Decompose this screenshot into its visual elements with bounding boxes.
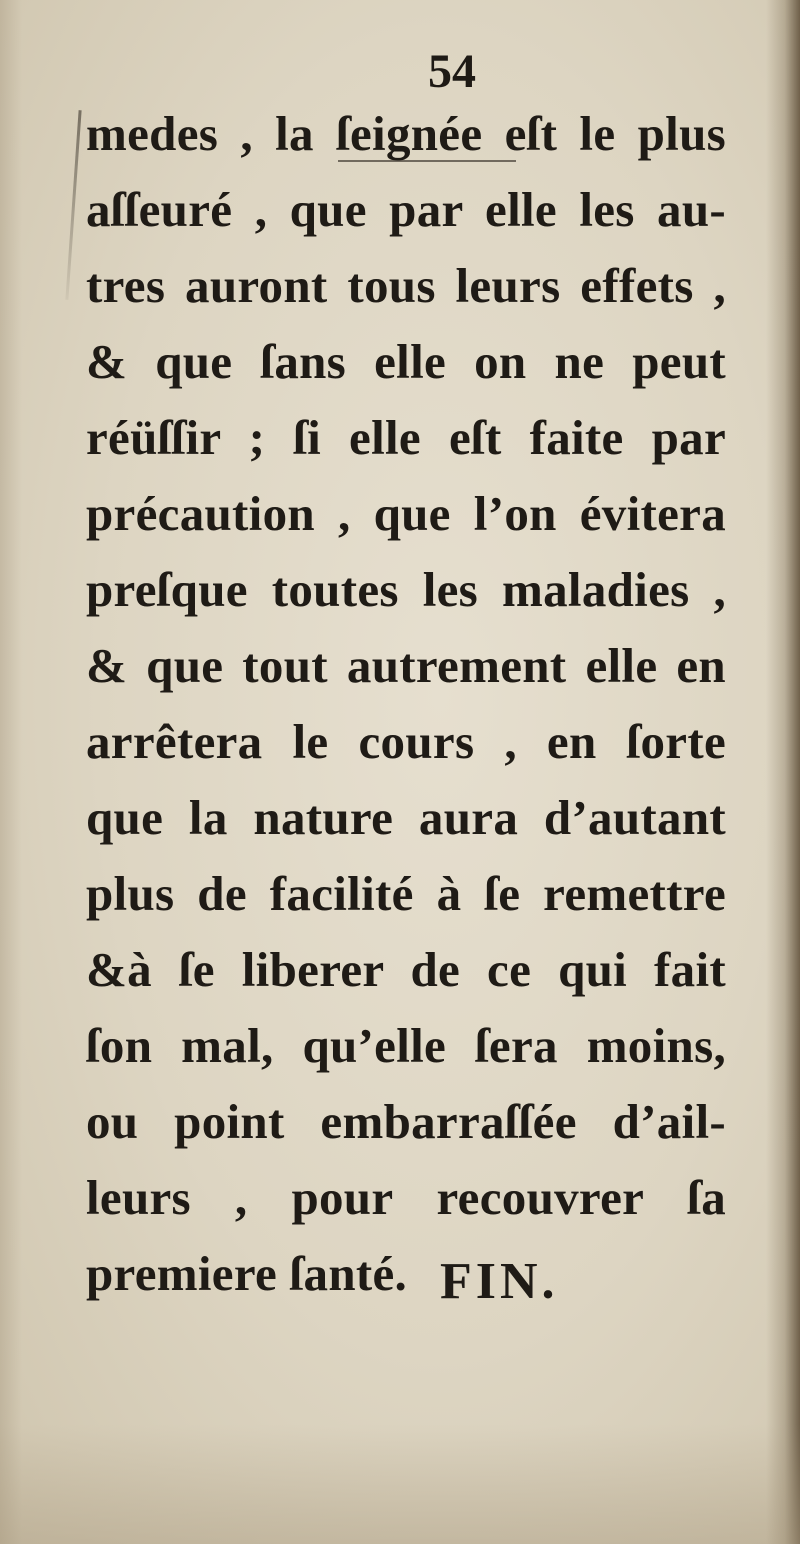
text-line: ou point embarraſſée d’ail- bbox=[86, 1094, 726, 1149]
text-line: arrêtera le cours , en ſorte bbox=[86, 714, 726, 769]
text-line: & que ſans elle on ne peut bbox=[86, 334, 726, 389]
text-line: premiere ſanté. bbox=[86, 1246, 408, 1301]
page-binding-shadow bbox=[766, 0, 800, 1544]
margin-ink-mark bbox=[65, 110, 81, 300]
text-line: leurs , pour recouvrer ſa bbox=[86, 1170, 726, 1225]
text-line: tres auront tous leurs effets , bbox=[86, 258, 726, 313]
text-line: preſque toutes les maladies , bbox=[86, 562, 726, 617]
text-line: &à ſe liberer de ce qui fait bbox=[86, 942, 726, 997]
text-line: medes , la ſeignée eſt le plus bbox=[86, 106, 726, 161]
page-left-edge bbox=[0, 0, 22, 1544]
text-line: aſſeuré , que par elle les au- bbox=[86, 182, 726, 237]
page-bottom-shade bbox=[0, 1424, 800, 1544]
text-line: réüſſir ; ſi elle eſt faite par bbox=[86, 410, 726, 465]
page-number: 54 bbox=[428, 45, 476, 98]
body-text bbox=[86, 100, 726, 1316]
text-line: précaution , que l’on évitera bbox=[86, 486, 726, 541]
text-line: que la nature aura d’autant bbox=[86, 790, 726, 845]
text-line: ſon mal, qu’elle ſera moins, bbox=[86, 1018, 726, 1073]
text-line: & que tout autrement elle en bbox=[86, 638, 726, 693]
text-line: plus de facilité à ſe remettre bbox=[86, 866, 726, 921]
closing-fin: FIN. bbox=[440, 1253, 559, 1310]
